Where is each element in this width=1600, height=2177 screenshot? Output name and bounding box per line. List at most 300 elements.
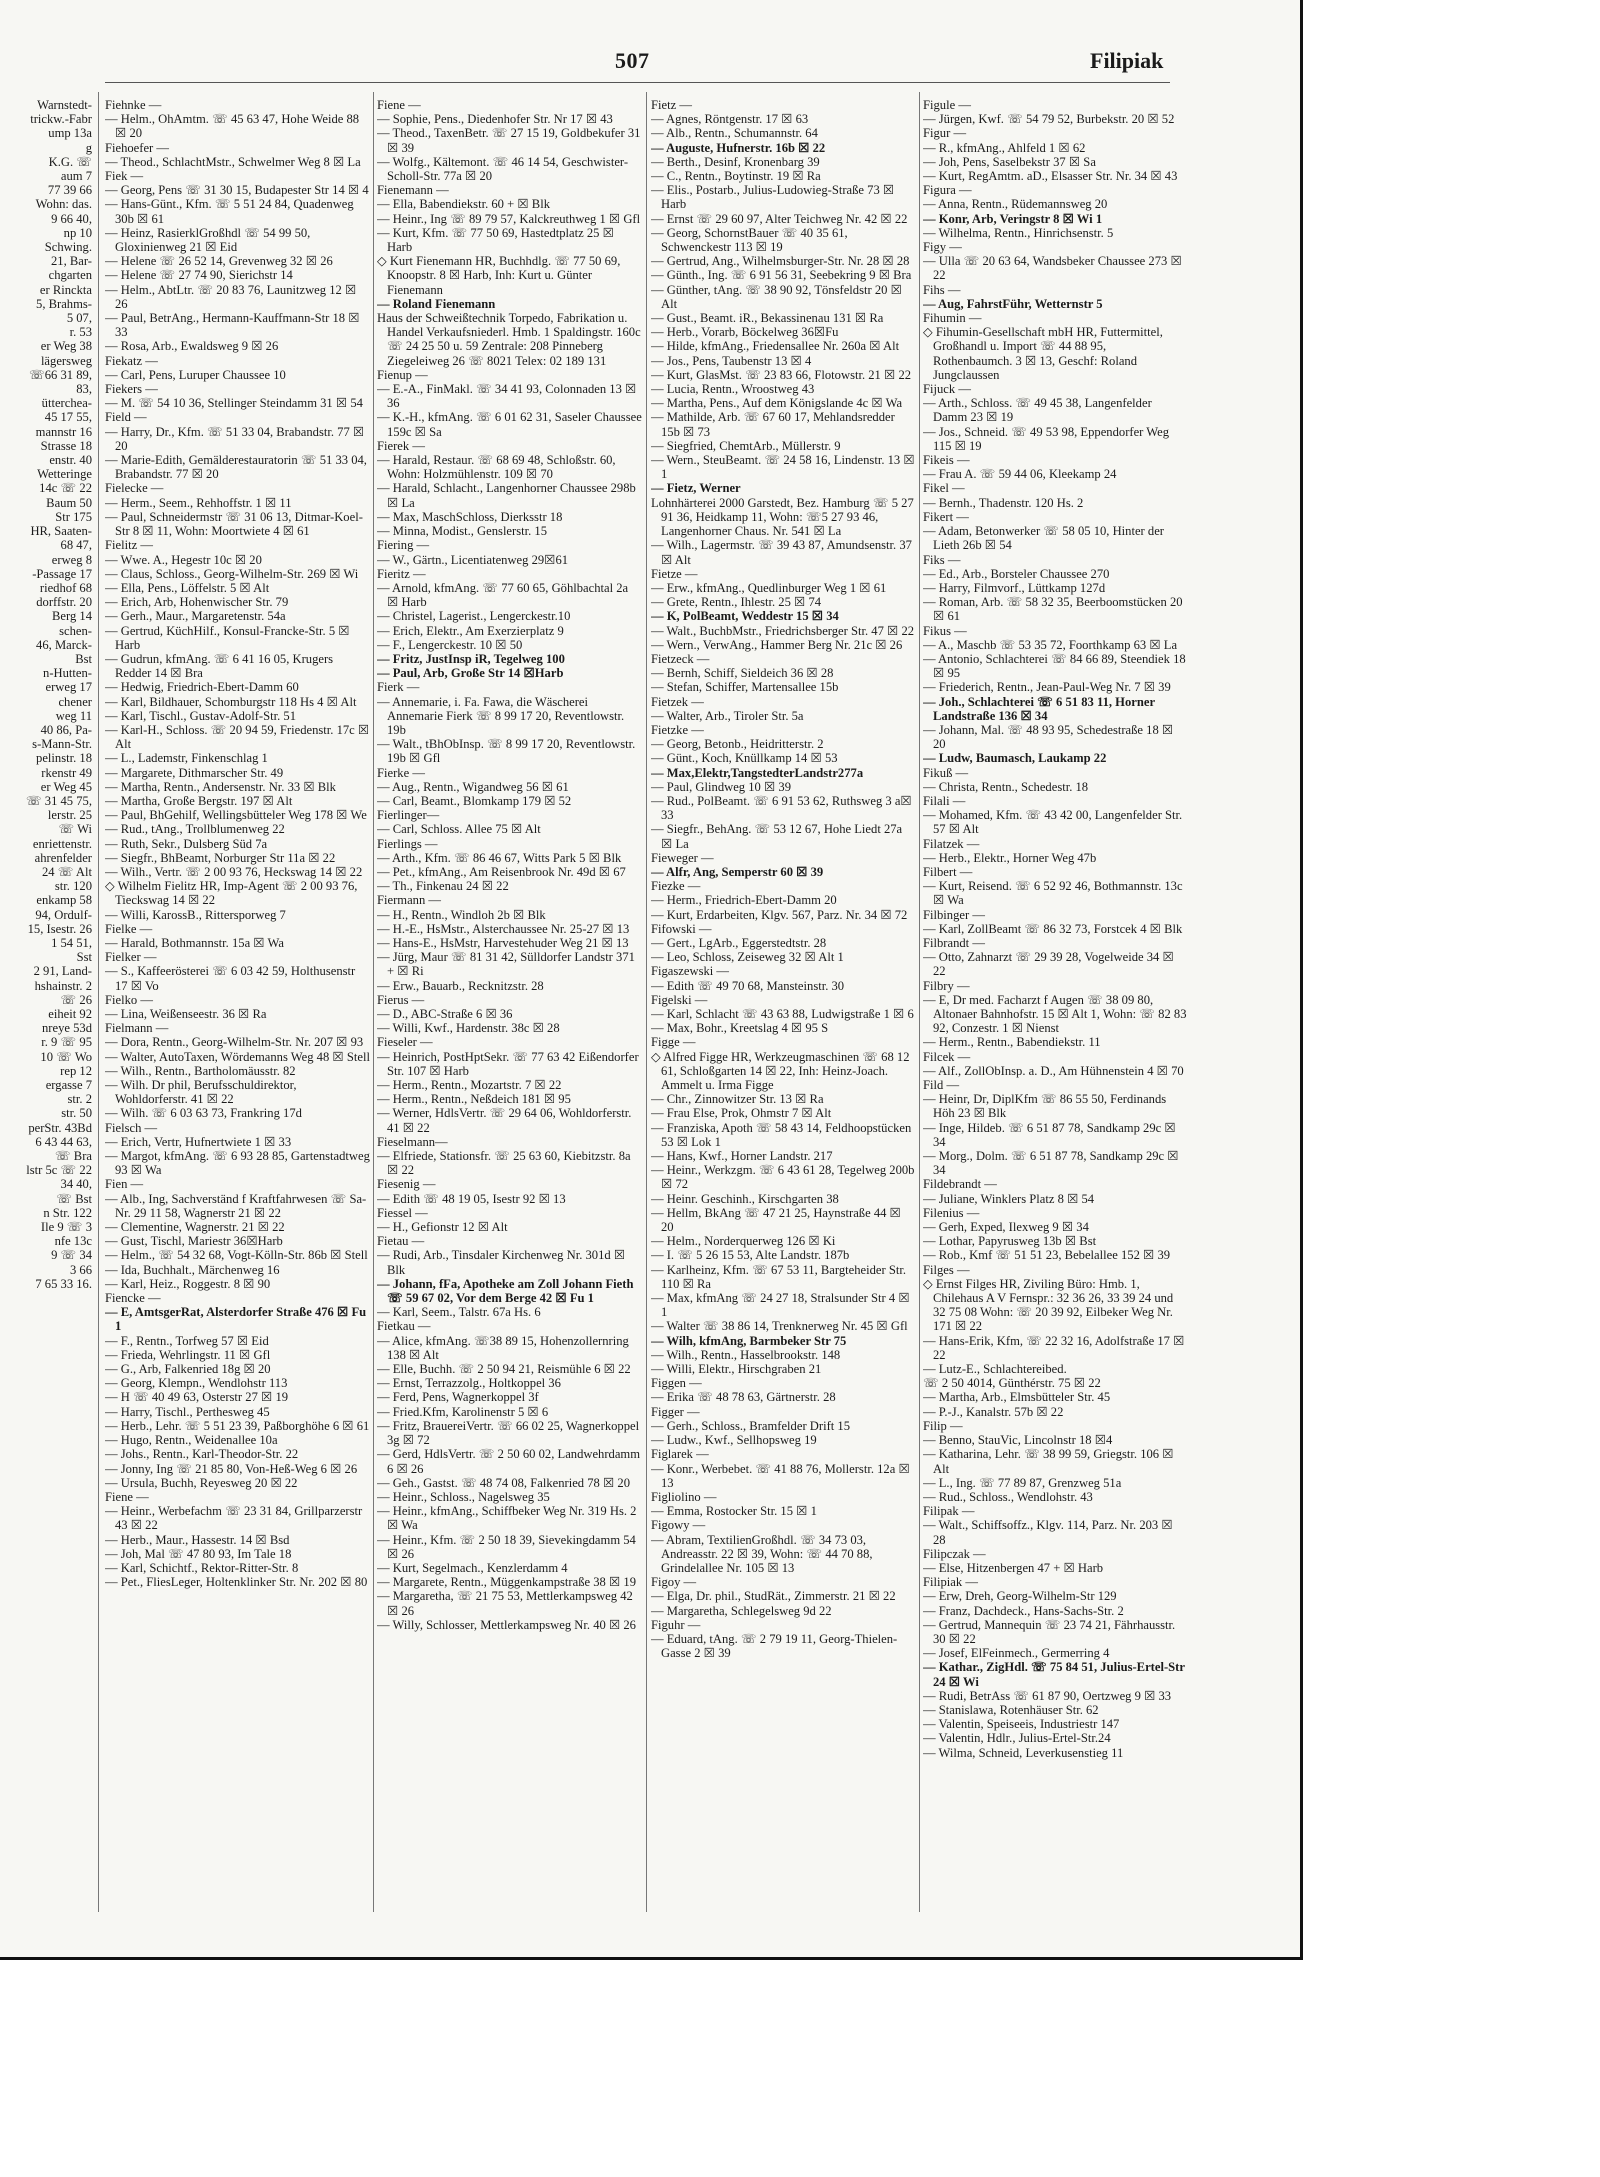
directory-entry: — Aug., Rentn., Wigandweg 56 ☒ 61	[377, 779, 569, 794]
directory-entry: Fien —	[105, 1177, 144, 1192]
left-fragment-line: aum 7	[60, 169, 92, 184]
directory-column-3	[651, 98, 916, 1908]
left-fragment-line: enriettenstr.	[32, 836, 92, 851]
directory-entry: — Frau A. ☏ 59 44 06, Kleekamp 24	[923, 467, 1117, 482]
directory-entry: — Bernh, Schiff, Sieldeich 36 ☒ 28	[651, 666, 834, 681]
directory-entry: — Ulla ☏ 20 63 64, Wandsbeker Chaussee 273 ☒ 22	[923, 254, 1182, 283]
left-fragment-line: 3 66	[69, 1262, 92, 1277]
directory-entry: Fieseler —	[377, 1035, 433, 1050]
directory-entry: — Kathar., ZigHdl. ☏ 75 84 51, Julius-Ertel-Str 24 ☒ Wi	[923, 1660, 1185, 1689]
directory-entry: — H., Gefionstr 12 ☒ Alt	[377, 1220, 508, 1235]
directory-entry: — R., kfmAng., Ahlfeld 1 ☒ 62	[923, 140, 1086, 155]
directory-entry: — Konr., Werbebet. ☏ 41 88 76, Mollerstr. 12a ☒ 13	[651, 1461, 910, 1490]
directory-entry: — Fritz, JustInsp iR, Tegelweg 100	[377, 651, 565, 666]
directory-entry: — Kurt, GlasMst. ☏ 23 83 66, Flotowstr. 21 ☒ 22	[651, 367, 912, 382]
left-fragment-line: schen-	[59, 623, 92, 638]
directory-entry: — Willi, Elektr., Hirschgraben 21	[651, 1362, 822, 1377]
directory-entry: — Günt., Koch, Knüllkamp 14 ☒ 53	[651, 751, 838, 766]
directory-entry: Figowy —	[651, 1518, 706, 1533]
directory-entry: — Abram, TextilienGroßhdl. ☏ 34 73 03, Andreasstr. 22 ☒ 39, Wohn: ☏ 44 70 88, Grindelallee Nr. 105 ☒ 13	[651, 1532, 873, 1575]
directory-entry: — Max, kfmAng ☏ 24 27 18, Stralsunder Str 4 ☒ 1	[651, 1291, 910, 1320]
directory-entry: — Alb., Ing, Sachverständ f Kraftfahrwesen ☏ Sa-Nr. 29 11 58, Wagnerstr 21 ☒ 22	[105, 1191, 367, 1220]
directory-entry: — Herm., Rentn., Mozartstr. 7 ☒ 22	[377, 1078, 562, 1093]
left-fragment-line: str. 120	[54, 879, 92, 894]
directory-entry: — Erw., kfmAng., Quedlinburger Weg 1 ☒ 61	[651, 580, 887, 595]
directory-entry: — Wolfg., Kältemont. ☏ 46 14 54, Geschwister-Scholl-Str. 77a ☒ 20	[377, 154, 629, 184]
directory-entry: — Lothar, Papyrusweg 13b ☒ Bst	[923, 1234, 1097, 1249]
directory-entry: — Martha, Arb., Elmsbütteler Str. 45	[923, 1390, 1111, 1405]
directory-entry: — Siegfr., BehAng. ☏ 53 12 67, Hohe Liedt 27a ☒ La	[651, 822, 903, 851]
directory-entry: Filipak —	[923, 1504, 975, 1519]
directory-entry: — Walt., BuchbMstr., Friedrichsberger Str. 47 ☒ 22	[651, 623, 915, 638]
directory-entry: — Edith ☏ 48 19 05, Isestr 92 ☒ 13	[377, 1191, 566, 1206]
directory-entry: — Rudi, BetrAss ☏ 61 87 90, Oertzweg 9 ☒ 33	[923, 1688, 1172, 1703]
directory-entry: — Aug, FahrstFühr, Wetternstr 5	[923, 296, 1103, 311]
left-fragment-line: ☏ 31 45 75,	[25, 793, 92, 808]
directory-entry: — Stanislawa, Rotenhäuser Str. 62	[923, 1702, 1099, 1717]
directory-entry: — Elga, Dr. phil., StudRät., Zimmerstr. 21 ☒ 22	[651, 1589, 896, 1604]
directory-entry: — Wilh. Dr phil, Berufsschuldirektor, Wohldorferstr. 41 ☒ 22	[105, 1078, 297, 1107]
directory-entry: — Theod., TaxenBetr. ☏ 27 15 19, Goldbekufer 31 ☒ 39	[377, 126, 641, 155]
left-fragment-line: 24 ☏ Alt	[41, 864, 92, 879]
directory-entry: — Mohamed, Kfm. ☏ 43 42 00, Langenfelder Str. 57 ☒ Alt	[923, 808, 1183, 837]
directory-entry: — Karl, Bildhauer, Schomburgstr 118 Hs 4 ☒ Alt	[105, 694, 357, 709]
directory-entry: — Ernst ☏ 29 60 97, Alter Teichweg Nr. 42 ☒ 22	[651, 211, 908, 226]
directory-entry: — Paul, BhGehilf, Wellingsbütteler Weg 178 ☒ We	[105, 808, 367, 823]
left-fragment-line: r. 9 ☏ 95	[41, 1035, 92, 1050]
directory-entry: — Hans-E., HsMstr, Harvestehuder Weg 21 ☒ 13	[377, 935, 629, 950]
directory-entry: — Margaretha, ☏ 21 75 53, Mettlerkampsweg 42 ☒ 26	[377, 1589, 633, 1618]
directory-entry: — Gust., Beamt. iR., Bekassinenau 131 ☒ Ra	[651, 311, 884, 326]
directory-entry: — E, Dr med. Facharzt f Augen ☏ 38 09 80, Altonaer Bahnhofstr. 15 ☒ Alt 1, Wohn: ☏ 82 83 92, Conzestr. 1 ☒ Nienst	[923, 992, 1187, 1036]
left-fragment-line: 9 ☏ 34	[51, 1248, 92, 1263]
directory-entry: — Alice, kfmAng. ☏38 89 15, Hohenzollernring 138 ☒ Alt	[377, 1333, 629, 1362]
directory-entry: Fiesenig —	[377, 1177, 436, 1192]
directory-entry: — Valentin, Hdlr., Julius-Ertel-Str.24	[923, 1731, 1111, 1746]
directory-entry: — Siegfr., BhBeamt, Norburger Str 11a ☒ 22	[105, 850, 336, 865]
directory-entry: — Willy, Schlosser, Mettlerkampsweg Nr. 40 ☒ 26	[377, 1617, 636, 1632]
directory-entry: Fiessel —	[377, 1205, 428, 1220]
directory-entry: — Hedwig, Friedrich-Ebert-Damm 60	[105, 680, 299, 695]
directory-entry: — Max, MaschSchloss, Dierksstr 18	[377, 509, 563, 524]
directory-entry: Filcek —	[923, 1049, 971, 1064]
directory-entry: Figlarek —	[651, 1447, 709, 1462]
directory-entry: Fild —	[923, 1078, 960, 1093]
directory-entry: — Helene ☏ 26 52 14, Grevenweg 32 ☒ 26	[105, 254, 333, 269]
directory-entry: — Lucia, Rentn., Wroostweg 43	[651, 382, 815, 397]
directory-entry: Fietz —	[651, 98, 692, 112]
left-fragment-line: np 10	[63, 225, 92, 240]
directory-entry: Figelski —	[651, 992, 708, 1007]
directory-entry: — Elle, Buchh. ☏ 2 50 94 21, Reismühle 6 ☒ 22	[377, 1362, 631, 1377]
directory-entry: — Helene ☏ 27 74 90, Sierichstr 14	[105, 268, 293, 283]
directory-entry: — Friederich, Rentn., Jean-Paul-Weg Nr. 7 ☒ 39	[923, 680, 1171, 695]
left-fragment-line: lstr 5c ☏ 22	[26, 1163, 92, 1178]
directory-entry: — Johann, Mal. ☏ 48 93 95, Schedestraße 18 ☒ 20	[923, 722, 1174, 752]
directory-entry: — Johann, fFa, Apotheke am Zoll Johann Fieth ☏ 59 67 02, Vor dem Berge 42 ☒ Fu 1	[377, 1276, 634, 1306]
directory-entry: — Otto, Zahnarzt ☏ 29 39 28, Vogelweide 34 ☒ 22	[923, 950, 1174, 979]
directory-entry: — Juliane, Winklers Platz 8 ☒ 54	[923, 1191, 1095, 1206]
directory-entry: — Berth., Desinf, Kronenbarg 39	[651, 154, 820, 169]
directory-entry: — Gudrun, kfmAng. ☏ 6 41 16 05, Krugers Redder 14 ☒ Bra	[105, 651, 334, 681]
directory-entry: — Elfriede, Stationsfr. ☏ 25 63 60, Kiebitzstr. 8a ☒ 22	[377, 1149, 631, 1178]
left-fragment-line: 34 40,	[60, 1177, 92, 1192]
directory-entry: — Paul, Arb, Große Str 14 ☒Harb	[377, 666, 564, 681]
left-fragment-line: str. 50	[61, 1106, 92, 1121]
directory-entry: — Frau Else, Prok, Ohmstr 7 ☒ Alt	[651, 1106, 832, 1121]
directory-entry: Lohnhärterei 2000 Garstedt, Bez. Hamburg ☏ 5 27 91 36, Heidkamp 11, Wohn: ☏5 27 93 46, Langenhorner Chaus. Nr. 541 ☒ La	[651, 495, 914, 539]
directory-entry: — Kurt, Reisend. ☏ 6 52 92 46, Bothmannstr. 13c ☒ Wa	[923, 879, 1183, 908]
directory-entry: — S., Kaffeerösterei ☏ 6 03 42 59, Holthusenstr 17 ☒ Vo	[105, 964, 356, 993]
directory-entry: — Helm., ☏ 54 32 68, Vogt-Kölln-Str. 86b ☒ Stell	[105, 1248, 368, 1263]
directory-column-2	[377, 98, 642, 1908]
directory-entry: ◇ Wilhelm Fielitz HR, Imp-Agent ☏ 2 00 93 76, Tieckswag 14 ☒ 22	[105, 879, 358, 908]
directory-entry: — Harry, Filmvorf., Lüttkamp 127d	[923, 580, 1106, 595]
directory-entry: — Helm., AbtLtr. ☏ 20 83 76, Launitzweg 12 ☒ 26	[105, 282, 357, 311]
directory-entry: — Heinr., Werkzgm. ☏ 6 43 61 28, Tegelweg 200b ☒ 72	[651, 1163, 915, 1192]
directory-entry: — Margarete, Dithmarscher Str. 49	[105, 765, 284, 780]
directory-entry: — Kurt, Segelmach., Kenzlerdamm 4	[377, 1560, 568, 1575]
left-fragment-line: ☏66 31 89,	[29, 367, 92, 382]
directory-entry: — Karl-H., Schloss. ☏ 20 94 59, Friedenstr. 17c ☒ Alt	[105, 722, 370, 752]
directory-entry: — Arnold, kfmAng. ☏ 77 60 65, Göhlbachtal 2a ☒ Harb	[377, 580, 629, 610]
directory-entry: — Siegfried, ChemtArb., Müllerstr. 9	[651, 438, 841, 453]
directory-entry: — Christel, Lagerist., Lengerckestr.10	[377, 609, 571, 624]
directory-entry: — Wern., VerwAng., Hammer Berg Nr. 21c ☒ 26	[651, 637, 903, 652]
directory-entry: — Jonny, Ing ☏ 21 85 80, Von-Heß-Weg 6 ☒ 26	[105, 1461, 358, 1476]
directory-entry: — Ida, Buchhalt., Märchenweg 16	[105, 1262, 280, 1277]
directory-entry: — Gerh, Exped, Ilexweg 9 ☒ 34	[923, 1220, 1089, 1235]
directory-entry: — Fritz, BrauereiVertr. ☏ 66 02 25, Wagnerkoppel 3g ☒ 72	[377, 1418, 640, 1448]
directory-entry: — Martha, Große Bergstr. 197 ☒ Alt	[105, 793, 293, 808]
left-fragment-line: ahrenfelder	[34, 850, 92, 865]
left-fragment-line: nreye 53d	[41, 1021, 92, 1036]
directory-entry: — Katharina, Lehr. ☏ 38 99 59, Griegstr. 106 ☒ Alt	[923, 1447, 1174, 1476]
directory-entry: — Rob., Kmf ☏ 51 51 23, Bebelallee 152 ☒ 39	[923, 1248, 1171, 1263]
directory-entry: — Inge, Hildeb. ☏ 6 51 87 78, Sandkamp 29c ☒ 34	[923, 1120, 1176, 1149]
directory-entry: — Grete, Rentn., Ihlestr. 25 ☒ 74	[651, 595, 822, 610]
directory-entry: — Agnes, Röntgenstr. 17 ☒ 63	[651, 112, 809, 127]
directory-entry: — Wwe. A., Hegestr 10c ☒ 20	[105, 552, 262, 567]
directory-entry: — Wilh., Lagermstr. ☏ 39 43 87, Amundsenstr. 37 ☒ Alt	[651, 538, 912, 567]
column-divider	[646, 92, 647, 1912]
left-fragment-line: lägersweg	[40, 353, 92, 368]
directory-entry: — Sophie, Pens., Diedenhofer Str. Nr 17 ☒ 43	[377, 112, 613, 127]
left-fragment-line: pelinstr. 18	[36, 751, 92, 766]
directory-entry: — Herb., Maur., Hassestr. 14 ☒ Bsd	[105, 1532, 290, 1547]
directory-entry: — Alfr, Ang, Semperstr 60 ☒ 39	[651, 864, 824, 879]
left-fragment-line: 94, Ordulf-	[35, 907, 92, 922]
directory-entry: ◇ Kurt Fienemann HR, Buchhdlg. ☏ 77 50 69, Knoopstr. 8 ☒ Harb, Inh: Kurt u. Günter Fienemann	[377, 254, 621, 297]
directory-entry: — L., Lademstr, Finkenschlag 1	[105, 751, 268, 766]
directory-entry: Filges —	[923, 1262, 970, 1277]
directory-entry: — Wern., SteuBeamt. ☏ 24 58 16, Lindenstr. 13 ☒ 1	[651, 453, 915, 482]
directory-entry: Fietzeck —	[651, 651, 710, 666]
left-fragment-line: weg 11	[55, 708, 92, 723]
directory-entry: Fiering —	[377, 538, 430, 553]
directory-entry: — Gerd, HdlsVertr. ☏ 2 50 60 02, Landwehrdamm 6 ☒ 26	[377, 1447, 641, 1476]
left-fragment-line: chgarten	[48, 268, 92, 283]
directory-entry: — Lutz-E., Schlachtereibed.	[923, 1362, 1067, 1377]
directory-entry: — Harry, Dr., Kfm. ☏ 51 33 04, Brabandstr. 77 ☒ 20	[105, 424, 365, 453]
left-fragment-line: 2 91, Land-	[33, 964, 92, 979]
directory-entry: — Adam, Betonwerker ☏ 58 05 10, Hinter der Lieth 26b ☒ 54	[923, 524, 1164, 553]
directory-entry: Fierus —	[377, 992, 425, 1007]
directory-entry: — Heinrich, PostHptSekr. ☏ 77 63 42 Eißendorfer Str. 107 ☒ Harb	[377, 1049, 639, 1078]
left-fragment-line: eiheit 92	[48, 1007, 92, 1021]
directory-entry: Fielmann —	[105, 1021, 169, 1036]
directory-entry: — I. ☏ 5 26 15 53, Alte Landstr. 187b	[651, 1248, 850, 1263]
directory-entry: — Harald, Bothmannstr. 15a ☒ Wa	[105, 935, 284, 950]
directory-entry: — Harald, Schlacht., Langenhorner Chaussee 298b ☒ La	[377, 481, 636, 510]
left-fragment-line: 15, Isestr. 26	[27, 921, 92, 936]
directory-column-1	[105, 98, 370, 1908]
directory-entry: — Ruth, Sekr., Dulsberg Süd 7a	[105, 836, 268, 851]
directory-entry: — Herb., Vorarb, Böckelweg 36☒Fu	[651, 325, 839, 340]
left-fragment-line: 5, Brahms-	[36, 296, 92, 311]
directory-entry: — Carl, Schloss. Allee 75 ☒ Alt	[377, 822, 541, 837]
directory-entry: — Heinr., Kfm. ☏ 2 50 18 39, Sievekingdamm 54 ☒ 26	[377, 1532, 636, 1561]
directory-entry: — Günther, tAng. ☏ 38 90 92, Tönsfeldstr 20 ☒ Alt	[651, 282, 902, 311]
directory-entry: Fietzek —	[651, 694, 704, 709]
column-divider	[98, 92, 99, 1912]
directory-entry: — Georg, Pens ☏ 31 30 15, Budapester Str 14 ☒ 4	[105, 183, 369, 198]
directory-entry: Figule —	[923, 98, 971, 112]
directory-entry: — M. ☏ 54 10 36, Stellinger Steindamm 31 ☒ 54	[105, 396, 363, 411]
directory-entry: — Erich, Elektr., Am Exerzierplatz 9	[377, 623, 564, 638]
directory-entry: — Josef, ElFeinmech., Germerring 4	[923, 1646, 1110, 1661]
directory-entry: — Carl, Beamt., Blomkamp 179 ☒ 52	[377, 793, 572, 808]
directory-entry: — Hans, Kwf., Horner Landstr. 217	[651, 1149, 833, 1164]
directory-entry: Figgen —	[651, 1376, 702, 1391]
directory-entry: — Edith ☏ 49 70 68, Mansteinstr. 30	[651, 978, 845, 993]
left-fragment-line: HR, Saaten-	[30, 524, 92, 539]
directory-entry: — Walter, Arb., Tiroler Str. 5a	[651, 708, 804, 723]
directory-entry: — D., ABC-Straße 6 ☒ 36	[377, 1007, 513, 1021]
directory-entry: — Karl, Schichtf., Rektor-Ritter-Str. 8	[105, 1560, 299, 1575]
directory-entry: — Erw, Dreh, Georg-Wilhelm-Str 129	[923, 1589, 1117, 1604]
left-fragment-line: 7 65 33 16.	[35, 1276, 92, 1291]
directory-entry: Figliolino —	[651, 1489, 717, 1504]
directory-entry: Figoy —	[651, 1575, 697, 1590]
left-fragment-line: ergasse 7	[45, 1078, 92, 1093]
directory-entry: — Herm., Rentn., Neßdeich 181 ☒ 95	[377, 1092, 571, 1107]
directory-entry: Figura —	[923, 183, 972, 198]
directory-entry: — Karl, Seem., Talstr. 67a Hs. 6	[377, 1305, 541, 1320]
directory-entry: — Wilh, kfmAng, Barmbeker Str 75	[651, 1333, 847, 1348]
directory-entry: Filipiak —	[923, 1575, 978, 1590]
directory-entry: — Willi, Kwf., Hardenstr. 38c ☒ 28	[377, 1021, 560, 1036]
directory-entry: — H.-E., HsMstr., Alsterchaussee Nr. 25-27 ☒ 13	[377, 921, 630, 936]
directory-entry: Field —	[105, 410, 147, 425]
directory-entry: — Ludw, Baumasch, Laukamp 22	[923, 751, 1107, 766]
directory-column-4	[923, 98, 1188, 1908]
directory-entry: Fietzke —	[651, 722, 704, 737]
directory-entry: Fielko —	[105, 992, 153, 1007]
directory-entry: Fietau —	[377, 1234, 425, 1249]
directory-entry: — Georg, Betonb., Heidritterstr. 2	[651, 737, 824, 752]
directory-entry: — Joh, Pens, Saselbekstr 37 ☒ Sa	[923, 154, 1096, 169]
left-fragment-line: er Rinckta	[39, 282, 92, 297]
directory-entry: Filatzek —	[923, 836, 980, 851]
directory-entry: Fiks —	[923, 552, 961, 567]
left-fragment-line: lerstr. 25	[47, 808, 92, 823]
directory-entry: — Anna, Rentn., Rüdemannsweg 20	[923, 197, 1108, 212]
directory-entry: — Georg, SchornstBauer ☏ 40 35 61, Schwenckestr 113 ☒ 19	[651, 225, 848, 255]
directory-entry: — F., Lengerckestr. 10 ☒ 50	[377, 637, 523, 652]
directory-entry: — Heinr., kfmAng., Schiffbeker Weg Nr. 319 Hs. 2 ☒ Wa	[377, 1504, 637, 1533]
directory-entry: — Walt., Schiffsoffz., Klgv. 114, Parz. Nr. 203 ☒ 28	[923, 1518, 1173, 1547]
directory-entry: Figge —	[651, 1035, 696, 1050]
directory-entry: Fiene —	[105, 1489, 149, 1504]
directory-entry: Fietkau —	[377, 1319, 431, 1334]
directory-entry: — E, AmtsgerRat, Alsterdorfer Straße 476 ☒ Fu 1	[105, 1305, 367, 1334]
directory-entry: — K.-H., kfmAng. ☏ 6 01 62 31, Saseler Chaussee 159c ☒ Sa	[377, 410, 642, 439]
directory-entry: — Werner, HdlsVertr. ☏ 29 64 06, Wohldorferstr. 41 ☒ 22	[377, 1106, 632, 1135]
left-fragment-line: enkamp 58	[36, 893, 92, 908]
directory-entry: — Helm., OhAmtm. ☏ 45 63 47, Hohe Weide 88 ☒ 20	[105, 112, 360, 141]
directory-entry: — Gerh., Maur., Margaretenstr. 54a	[105, 609, 286, 624]
directory-entry: Fieritz —	[377, 566, 426, 581]
directory-entry: Filali —	[923, 793, 966, 808]
directory-entry: — Herm., Seem., Rehhoffstr. 1 ☒ 11	[105, 495, 292, 510]
directory-entry: — A., Maschb ☏ 53 35 72, Foorthkamp 63 ☒ La	[923, 637, 1178, 652]
directory-entry: — Rud., PolBeamt. ☏ 6 91 53 62, Ruthsweg 3 a☒ 33	[651, 793, 912, 823]
directory-entry: Filip —	[923, 1418, 963, 1433]
directory-entry: — Rud., Schloss., Wendlohstr. 43	[923, 1489, 1093, 1504]
left-fragment-line: Berg 14	[52, 609, 92, 624]
directory-entry: — Jos., Pens, Taubenstr 13 ☒ 4	[651, 353, 812, 368]
directory-entry: — Franz, Dachdeck., Hans-Sachs-Str. 2	[923, 1603, 1124, 1618]
directory-entry: — W., Gärtn., Licentiatenweg 29☒61	[377, 552, 569, 567]
left-fragment-line: ütterchea-	[41, 396, 92, 411]
directory-entry: — Franziska, Apoth ☏ 58 43 14, Feldhoopstücken 53 ☒ Lok 1	[651, 1120, 912, 1149]
directory-entry: — Hans-Erik, Kfm, ☏ 22 32 16, Adolfstraße 17 ☒ 22	[923, 1333, 1185, 1362]
directory-entry: Fielsch —	[105, 1120, 158, 1135]
directory-entry: Fierk —	[377, 680, 420, 695]
directory-entry: — Heinz, RasierklGroßhdl ☏ 54 99 50, Gloxinienweg 21 ☒ Eid	[105, 225, 311, 255]
directory-entry: — Paul, BetrAng., Hermann-Kauffmann-Str 18 ☒ 33	[105, 311, 360, 340]
directory-entry: — Paul, Schneidermstr ☏ 31 06 13, Ditmar-Koel-Str 8 ☒ 11, Wohn: Moortwiete 4 ☒ 61	[105, 509, 363, 539]
directory-entry: — Auguste, Hufnerstr. 16b ☒ 22	[651, 140, 826, 155]
directory-entry: — Gert., LgArb., Eggerstedtstr. 28	[651, 935, 827, 950]
directory-entry: Filbry —	[923, 978, 970, 993]
left-fragment-line: 6 43 44 63,	[35, 1134, 92, 1149]
left-fragment-line: enstr. 40	[49, 453, 92, 468]
directory-entry: Fielke —	[105, 921, 153, 936]
left-fragment-line: erweg 8	[51, 552, 92, 567]
directory-entry: — Christa, Rentn., Schedestr. 18	[923, 779, 1089, 794]
directory-entry: — Gerh., Schloss., Bramfelder Drift 15	[651, 1418, 851, 1433]
left-fragment-line: s-Mann-Str.	[32, 737, 92, 752]
left-fragment-line: trickw.-Fabr	[30, 112, 92, 127]
left-fragment-line: ump 13a	[48, 126, 92, 141]
directory-entry: Fildebrandt —	[923, 1177, 997, 1192]
directory-entry: — Erich, Vertr, Hufnertwiete 1 ☒ 33	[105, 1134, 292, 1149]
directory-entry: — Wilh., Vertr. ☏ 2 00 93 76, Heckswag 14 ☒ 22	[105, 864, 363, 879]
left-fragment-line: 77 39 66	[47, 183, 92, 198]
left-fragment-line: 9 66 40,	[51, 211, 92, 226]
left-fragment-line: dorffstr. 20	[36, 595, 92, 610]
left-fragment-line: 46, Marck-	[36, 637, 92, 652]
directory-entry: — Karl, Tischl., Gustav-Adolf-Str. 51	[105, 708, 297, 723]
directory-entry: — Fietz, Werner	[651, 481, 741, 496]
directory-entry: — Gust, Tischl, Mariestr 36☒Harb	[105, 1234, 283, 1249]
directory-entry: — Hugo, Rentn., Weidenallee 10a	[105, 1433, 278, 1448]
directory-entry: — Harry, Tischl., Perthesweg 45	[105, 1404, 270, 1419]
directory-entry: Fierek —	[377, 438, 425, 453]
directory-entry: Fiene —	[377, 98, 421, 112]
column-divider	[373, 92, 374, 1912]
directory-entry: Filenius —	[923, 1205, 980, 1220]
left-fragment-line: 10 ☏ Wo	[40, 1049, 92, 1064]
directory-entry: Fijuck —	[923, 382, 971, 397]
directory-entry: Fikuß —	[923, 765, 969, 780]
directory-entry: — Carl, Pens, Luruper Chaussee 10	[105, 367, 286, 382]
directory-entry: — Ella, Pens., Löffelstr. 5 ☒ Alt	[105, 580, 270, 595]
directory-entry: — H ☏ 40 49 63, Osterstr 27 ☒ 19	[105, 1390, 289, 1405]
directory-entry: — Jürgen, Kwf. ☏ 54 79 52, Burbekstr. 20 ☒ 52	[923, 112, 1175, 127]
directory-entry: — Karl, ZollBeamt ☏ 86 32 73, Forstcek 4 ☒ Blk	[923, 921, 1183, 936]
left-fragment-line: 1 54 51,	[51, 935, 92, 950]
left-fragment-line: -Passage 17	[32, 566, 92, 581]
directory-entry: — Alf., ZollObInsp. a. D., Am Hühnenstein 4 ☒ 70	[923, 1063, 1184, 1078]
directory-entry: — Max, Bohr., Kreetslag 4 ☒ 95 S	[651, 1021, 829, 1036]
left-page-fragment-column	[0, 98, 92, 1908]
left-fragment-line: 68 47,	[60, 538, 92, 553]
directory-entry: — Geh., Gastst. ☏ 48 74 08, Falkenried 78 ☒ 20	[377, 1475, 631, 1490]
directory-entry: — Ed., Arb., Borsteler Chaussee 270	[923, 566, 1110, 581]
directory-entry: — Erw., Bauarb., Recknitzstr. 28	[377, 978, 544, 993]
left-fragment-line: g	[85, 140, 92, 155]
left-fragment-line: n-Hutten-	[43, 666, 92, 681]
directory-entry: — Pet., FliesLeger, Holtenklinker Str. Nr. 202 ☒ 80	[105, 1575, 368, 1590]
running-head: Filipiak	[1090, 48, 1164, 73]
directory-entry: — Frieda, Wehrlingstr. 11 ☒ Gfl	[105, 1347, 271, 1362]
directory-entry: — Stefan, Schiffer, Martensallee 15b	[651, 680, 839, 695]
column-divider	[919, 92, 920, 1912]
directory-entry: — K, PolBeamt, Weddestr 15 ☒ 34	[651, 609, 839, 624]
directory-entry: — Max,Elektr,TangstedterLandstr277a	[651, 765, 864, 780]
left-fragment-line: hshainstr. 2	[34, 978, 92, 993]
directory-entry: — Antonio, Schlachterei ☏ 84 66 89, Steendiek 18 ☒ 95	[923, 651, 1186, 681]
directory-entry: — Ursula, Buchh, Reyesweg 20 ☒ 22	[105, 1475, 298, 1490]
directory-entry: Fiekatz —	[105, 353, 158, 368]
directory-entry: Fiek —	[105, 169, 144, 184]
directory-entry: — Chr., Zinnowitzer Str. 13 ☒ Ra	[651, 1092, 824, 1107]
left-fragment-line: K.G. ☏	[48, 154, 92, 169]
directory-entry: Haus der Schweißtechnik Torpedo, Fabrikation u. Handel Verkaufsniederl. Hmb. 1 Spaldingstr. 160c ☏ 24 25 50 u. 59 Zentrale: 208 Pinneberg Ziegeleiweg 26 ☏ 8021 Telex: 02 189 131	[377, 311, 641, 368]
directory-entry: Filbert —	[923, 864, 973, 879]
directory-entry: — Gertrud, Ang., Wilhelmsburger-Str. Nr. 28 ☒ 28	[651, 254, 910, 269]
directory-entry: Fierlings —	[377, 836, 438, 851]
directory-entry: — Valentin, Speiseeis, Industriestr 147	[923, 1717, 1120, 1732]
left-fragment-line: n Str. 122	[43, 1205, 92, 1220]
left-fragment-line: str. 2	[67, 1092, 92, 1107]
directory-entry: Figuhr —	[651, 1617, 701, 1632]
directory-entry: Figaszewski —	[651, 964, 730, 979]
directory-entry: — Heinr., Ing ☏ 89 79 57, Kalckreuthweg 1 ☒ Gfl	[377, 211, 641, 226]
directory-entry: Fiencke —	[105, 1291, 161, 1306]
directory-entry: — Kurt, RegAmtm. aD., Elsasser Str. Nr. 34 ☒ 43	[923, 169, 1178, 184]
directory-entry: Figur —	[923, 126, 967, 141]
left-fragment-line: riedhof 68	[39, 580, 92, 595]
directory-entry: ☏ 2 50 4014, Günthérstr. 75 ☒ 22	[923, 1376, 1101, 1391]
directory-entry: — Jürg, Maur ☏ 81 31 42, Sülldorfer Landstr 371 + ☒ Ri	[377, 950, 635, 979]
directory-entry: Fiezke —	[651, 879, 701, 894]
directory-entry: Fifowski —	[651, 921, 712, 936]
left-fragment-line: Baum 50	[46, 495, 92, 510]
